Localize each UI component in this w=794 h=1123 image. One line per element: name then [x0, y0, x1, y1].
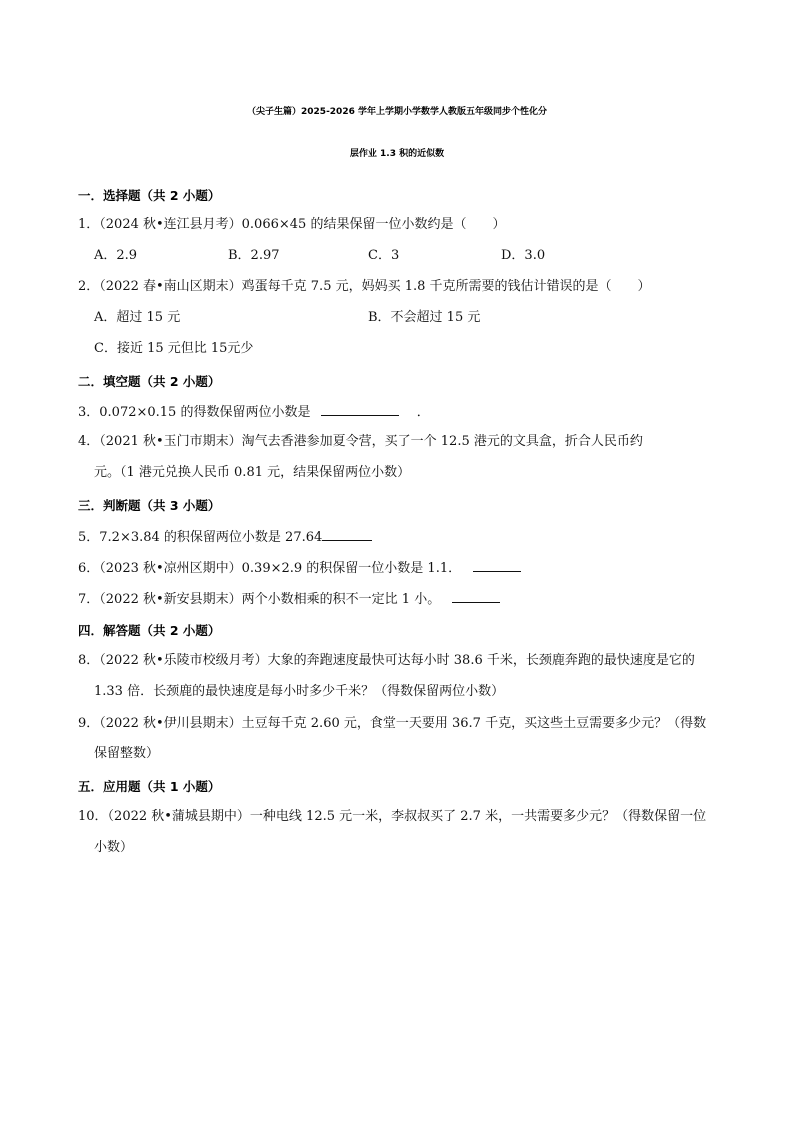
q2-option-b: B．不会超过 15 元 [368, 310, 481, 325]
q5-answer-blank[interactable] [322, 527, 372, 541]
section-fill-heading: 二．填空题（共 2 小题） [78, 374, 221, 389]
q3-text: 3．0.072×0.15 的得数保留两位小数是 [78, 405, 311, 420]
title-line-1: （尖子生篇）2025-2026 学年上学期小学数学人教版五年级同步个性化分 [247, 107, 547, 117]
q1-option-d: D．3.0 [501, 248, 546, 263]
question-7 [78, 589, 500, 609]
q1-option-c: C．3 [368, 248, 400, 263]
question-6 [78, 558, 521, 578]
question-1: 1．（2024 秋•连江县月考）0.066×45 的结果保留一位小数约是（ ） [78, 217, 506, 232]
q3-answer-blank[interactable] [321, 402, 399, 416]
q7-answer-blank[interactable] [452, 589, 500, 603]
section-judge-heading: 三．判断题（共 3 小题） [78, 498, 221, 513]
question-9-line-1: 9．（2022 秋•伊川县期末）土豆每千克 2.60 元，食堂一天要用 36.7 千克，买这些土豆需要多少元？（得数 [78, 716, 707, 731]
question-10-line-2: 小数） [94, 840, 134, 855]
section-choice-heading: 一．选择题（共 2 小题） [78, 188, 221, 203]
question-3 [78, 402, 430, 422]
question-4-line-2: 元。（1 港元兑换人民币 0.81 元，结果保留两位小数） [94, 465, 411, 480]
q3-tail: ． [416, 405, 430, 420]
question-9-line-2: 保留整数） [94, 746, 160, 761]
q7-text: 7．（2022 秋•新安县期末）两个小数相乘的积不一定比 1 小。 [78, 592, 441, 607]
question-8-line-1: 8．（2022 秋•乐陵市校级月考）大象的奔跑速度最快可达每小时 38.6 千米，长颈鹿奔跑的最快速度是它的 [78, 653, 695, 668]
question-5 [78, 527, 372, 547]
question-8-line-2: 1.33 倍．长颈鹿的最快速度是每小时多少千米？（得数保留两位小数） [94, 684, 505, 699]
question-10-line-1: 10．（2022 秋•蒲城县期中）一种电线 12.5 元一米，李叔叔买了 2.7 米，一共需要多少元？（得数保留一位 [78, 809, 707, 824]
q6-text: 6．（2023 秋•凉州区期中）0.39×2.9 的积保留一位小数是 1.1． [78, 561, 462, 576]
q6-answer-blank[interactable] [473, 558, 521, 572]
title-line-2: 层作业 1.3 积的近似数 [349, 149, 445, 159]
q5-text: 5．7.2×3.84 的积保留两位小数是 27.64 [78, 530, 323, 545]
section-answer-heading: 四．解答题（共 2 小题） [78, 623, 221, 638]
question-2: 2．（2022 春•南山区期末）鸡蛋每千克 7.5 元，妈妈买 1.8 千克所需要的钱估计错误的是（ ） [78, 279, 651, 294]
q2-option-a: A．超过 15 元 [94, 310, 181, 325]
q2-option-c: C．接近 15 元但比 15元少 [94, 341, 254, 356]
q1-option-b: B．2.97 [228, 248, 280, 263]
section-application-heading: 五．应用题（共 1 小题） [78, 779, 221, 794]
q1-option-a: A．2.9 [94, 248, 138, 263]
question-4-line-1: 4．（2021 秋•玉门市期末）淘气去香港参加夏令营，买了一个 12.5 港元的文具盒，折合人民币约 [78, 434, 643, 449]
